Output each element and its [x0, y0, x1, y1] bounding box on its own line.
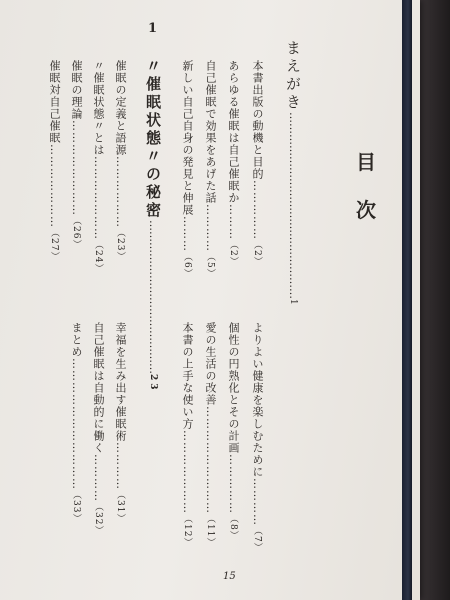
toc-item: 幸福を生み出す催眠術…………（31） [114, 322, 127, 524]
toc-item: 催眠対自己催眠…………………（27） [48, 60, 61, 262]
chapter-title: 〃催眠状態〃の秘密……………………………………23 [144, 58, 162, 393]
toc-item: まとめ……………………………（33） [70, 322, 83, 524]
chapter-number: 1 [148, 21, 158, 36]
toc-item: 新しい自己自身の発見と伸展………（6） [181, 60, 194, 279]
toc-item: あらゆる催眠は自己催眠か………（2） [227, 60, 240, 267]
title-char-2: 次 [356, 198, 376, 222]
toc-item: 個性の円熟化とその計画……………（8） [227, 322, 240, 541]
toc-item: 本書の上手な使い方…………………（12） [181, 322, 194, 548]
toc-item: 催眠の理論……………………（26） [70, 60, 83, 250]
toc-item: 自己催眠で効果をあげた話…………（5） [204, 60, 217, 279]
preface-heading: まえがき……………………………………………1 [284, 40, 302, 308]
background-right [418, 0, 450, 600]
toc-item: 自己催眠は自動的に働く…………（32） [92, 322, 105, 536]
toc-item: 〃催眠状態〃とは…………………（24） [92, 60, 105, 274]
toc-item: 愛の生活の改善………………………（11） [204, 322, 217, 548]
page-number: 15 [223, 571, 236, 582]
toc-item: 催眠の定義と語源………………（23） [114, 60, 127, 262]
toc-item: 本書出版の動機と目的……………（2） [251, 60, 264, 267]
title-char-1: 目 [356, 150, 376, 174]
bookmark-ribbon [402, 0, 412, 600]
toc-item: よりよい健康を楽しむために…………（7） [251, 322, 264, 553]
